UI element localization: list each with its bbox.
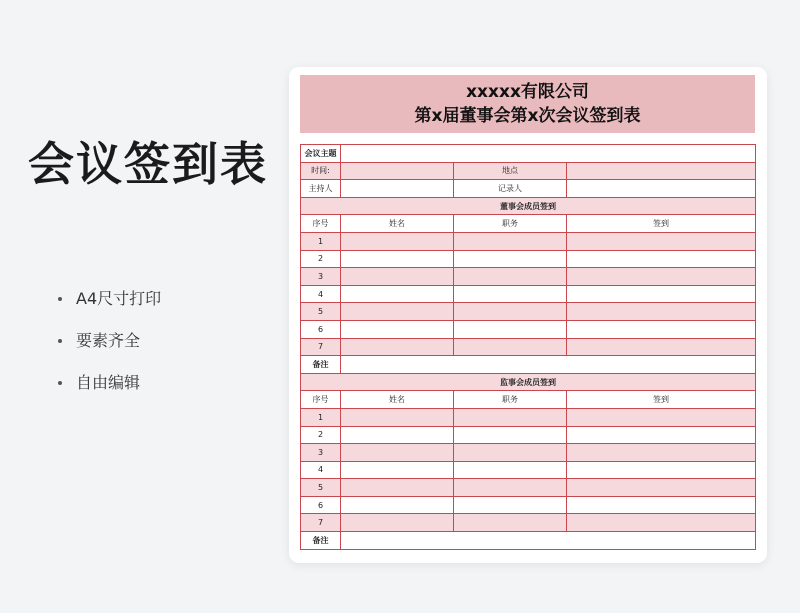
place-label: 地点 [454,162,567,180]
name-cell[interactable] [341,496,454,514]
position-cell[interactable] [454,250,567,268]
name-cell[interactable] [341,338,454,356]
host-label: 主持人 [301,180,341,198]
place-value[interactable] [567,162,756,180]
row-number: 5 [301,303,341,321]
supervisor-row [301,426,756,444]
position-cell[interactable] [454,461,567,479]
row-number: 4 [301,461,341,479]
sign-cell[interactable] [567,232,756,250]
col-no-header: 序号 [301,391,341,409]
supervisor-row [301,479,756,497]
row-number: 1 [301,408,341,426]
supervisor-row [301,496,756,514]
supervisor-row [301,408,756,426]
sign-cell[interactable] [567,408,756,426]
row-number: 3 [301,444,341,462]
name-cell[interactable] [341,250,454,268]
board-row [301,303,756,321]
supervisor-row [301,444,756,462]
board-remark-value[interactable] [341,356,756,374]
position-cell[interactable] [454,479,567,497]
col-no-header: 序号 [301,215,341,233]
feature-item: A4尺寸打印 [58,288,161,330]
position-cell[interactable] [454,496,567,514]
sign-cell[interactable] [567,479,756,497]
name-cell[interactable] [341,303,454,321]
position-cell[interactable] [454,320,567,338]
board-row [301,268,756,286]
row-number: 3 [301,268,341,286]
host-value[interactable] [341,180,454,198]
board-row [301,320,756,338]
sign-cell[interactable] [567,320,756,338]
col-position-header: 职务 [454,391,567,409]
sign-cell[interactable] [567,338,756,356]
position-cell[interactable] [454,444,567,462]
row-number: 5 [301,479,341,497]
name-cell[interactable] [341,320,454,338]
name-cell[interactable] [341,426,454,444]
name-cell[interactable] [341,408,454,426]
sign-cell[interactable] [567,514,756,532]
topic-value[interactable] [341,145,756,163]
row-number: 2 [301,250,341,268]
board-section-title: 董事会成员签到 [301,197,756,215]
name-cell[interactable] [341,514,454,532]
page-title: 会议签到表 [28,137,268,191]
name-cell[interactable] [341,285,454,303]
time-label: 时间: [301,162,341,180]
feature-item: 要素齐全 [58,330,161,372]
supervisor-remark-label: 备注 [301,532,341,550]
time-value[interactable] [341,162,454,180]
supervisor-row [301,461,756,479]
recorder-value[interactable] [567,180,756,198]
position-cell[interactable] [454,408,567,426]
row-number: 7 [301,514,341,532]
name-cell[interactable] [341,479,454,497]
row-number: 4 [301,285,341,303]
col-sign-header: 签到 [567,215,756,233]
sign-in-sheet-preview [289,67,767,563]
row-number: 1 [301,232,341,250]
board-row [301,232,756,250]
row-number: 6 [301,496,341,514]
position-cell[interactable] [454,514,567,532]
board-remark-label: 备注 [301,356,341,374]
board-row [301,250,756,268]
topic-label: 会议主题 [301,145,341,163]
col-name-header: 姓名 [341,391,454,409]
sign-cell[interactable] [567,250,756,268]
position-cell[interactable] [454,426,567,444]
company-name: xxxxx有限公司 [466,82,589,102]
sign-cell[interactable] [567,268,756,286]
row-number: 2 [301,426,341,444]
position-cell[interactable] [454,232,567,250]
board-row [301,285,756,303]
position-cell[interactable] [454,303,567,321]
sign-cell[interactable] [567,444,756,462]
sheet-subtitle: 第x届董事会第x次会议签到表 [414,106,641,126]
supervisor-section-title: 监事会成员签到 [301,373,756,391]
feature-item: 自由编辑 [58,372,161,414]
position-cell[interactable] [454,268,567,286]
supervisor-remark-value[interactable] [341,532,756,550]
col-name-header: 姓名 [341,215,454,233]
position-cell[interactable] [454,338,567,356]
col-sign-header: 签到 [567,391,756,409]
sign-in-table [300,144,756,550]
sign-cell[interactable] [567,461,756,479]
sign-cell[interactable] [567,496,756,514]
sign-cell[interactable] [567,426,756,444]
name-cell[interactable] [341,232,454,250]
row-number: 6 [301,320,341,338]
sheet-header [300,75,755,133]
row-number: 7 [301,338,341,356]
sign-cell[interactable] [567,303,756,321]
feature-list [58,288,161,414]
name-cell[interactable] [341,268,454,286]
name-cell[interactable] [341,444,454,462]
board-row [301,338,756,356]
recorder-label: 记录人 [454,180,567,198]
sign-cell[interactable] [567,285,756,303]
supervisor-row [301,514,756,532]
name-cell[interactable] [341,461,454,479]
position-cell[interactable] [454,285,567,303]
col-position-header: 职务 [454,215,567,233]
